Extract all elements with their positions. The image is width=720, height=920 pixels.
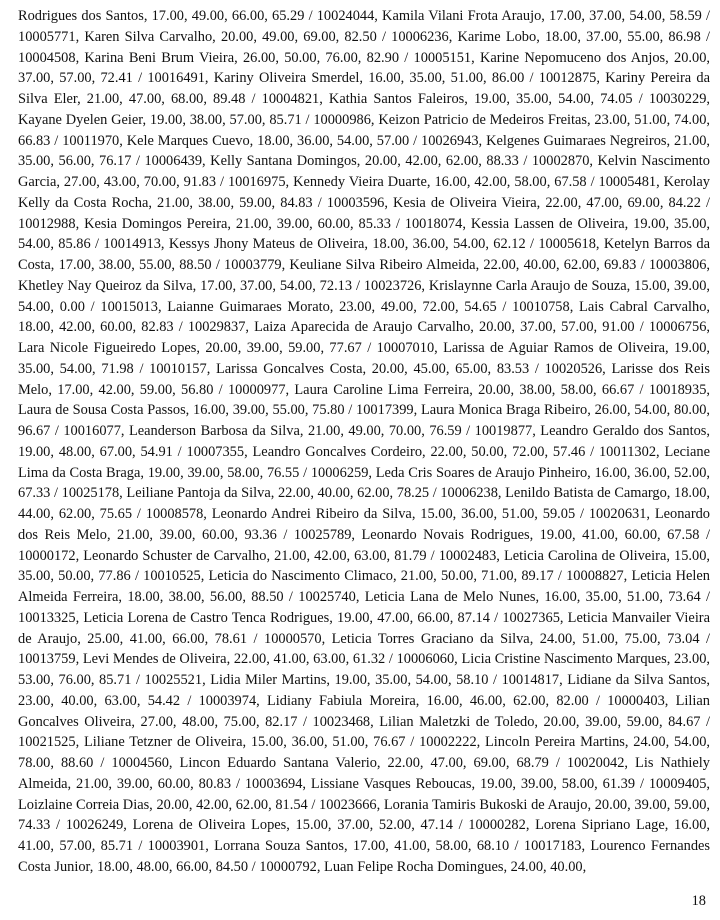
document-body-text: Rodrigues dos Santos, 17.00, 49.00, 66.00, 65.29 / 10024044, Kamila Vilani Frota Araujo, 17.00, 37.00, 54.00, 58.59 / 10005771, Karen Silva Carvalho, 20.00, 49.00, 69.00, 82.50 / 10006236, Karime Lobo, 18.00, 37.00, 55.00, 86.98 / 10004508, Karina Beni Brum Vieira, 26.00, 50.00, 76.00, 82.90 / 10005151, Karine Nepomuceno dos Anjos, 20.00, 37.00, 57.00, 72.41 / 10016491, Kariny Oliveira Smerdel, 16.00, 35.00, 51.00, 86.00 / 10012875, Kariny Pereira da Silva Eler, 21.00, 47.00, 68.00, 89.48 / 10004821, Kathia Santos Faleiros, 19.00, 35.00, 54.00, 74.05 / 10030229, Kayane Dyelen Geier, 19.00, 38.00, 57.00, 85.71 / 10000986, Keizon Patricio de Medeiros Freitas, 23.00, 51.00, 74.00, 66.83 / 10011970, Kele Marques Cuevo, 18.00, 36.00, 54.00, 57.00 / 10026943, Kelgenes Guimaraes Negreiros, 21.00, 35.00, 56.00, 76.17 / 10006439, Kelly Santana Domingos, 20.00, 42.00, 62.00, 88.33 / 10002870, Kelvin Nascimento Garcia, 27.00, 43.00, 70.00, 91.83 / 10016975, Kennedy Vieira Duarte, 16.00, 42.00, 58.00, 67.58 / 10005481, Kerolay Kelly da Costa Rocha, 21.00, 38.00, 59.00, 84.83 / 10003596, Kesia de Oliveira Vieira, 22.00, 47.00, 69.00, 84.22 / 10012988, Kesia Domingos Pereira, 21.00, 39.00, 60.00, 85.33 / 10018074, Kessia Lassen de Oliveira, 19.00, 35.00, 54.00, 85.86 / 10014913, Kessys Jhony Mateus de Oliveira, 18.00, 36.00, 54.00, 62.12 / 10005618, Ketelyn Barros da Costa, 17.00, 38.00, 55.00, 88.50 / 10003779, Keuliane Silva Ribeiro Almeida, 22.00, 40.00, 62.00, 69.83 / 10003806, Khetley Nay Queiroz da Silva, 17.00, 37.00, 54.00, 72.13 / 10023726, Krislaynne Carla Araujo de Souza, 15.00, 39.00, 54.00, 0.00 / 10015013, Laianne Guimaraes Morato, 23.00, 49.00, 72.00, 54.65 / 10010758, Lais Cabral Carvalho, 18.00, 42.00, 60.00, 82.83 / 10029837, Laiza Aparecida de Araujo Carvalho, 20.00, 37.00, 57.00, 91.00 / 10006756, Lara Nicole Figueiredo Lopes, 20.00, 39.00, 59.00, 77.67 / 10007010, Larissa de Aguiar Ramos de Oliveira, 19.00, 35.00, 54.00, 71.98 / 10010157, Larissa Goncalves Costa, 20.00, 45.00, 65.00, 83.53 / 10020526, Larisse dos Reis Melo, 17.00, 42.00, 59.00, 56.80 / 10000977, Laura Caroline Lima Ferreira, 20.00, 38.00, 58.00, 66.67 / 10018935, Laura de Sousa Costa Passos, 16.00, 39.00, 55.00, 75.80 / 10017399, Laura Monica Braga Ribeiro, 26.00, 54.00, 80.00, 96.67 / 10016077, Leanderson Barbosa da Silva, 21.00, 49.00, 70.00, 76.59 / 10019877, Leandro Geraldo dos Santos, 19.00, 48.00, 67.00, 54.91 / 10007355, Leandro Goncalves Cordeiro, 22.00, 50.00, 72.00, 57.46 / 10011302, Leciane Lima da Costa Braga, 19.00, 39.00, 58.00, 76.55 / 10006259, Leda Cris Soares de Araujo Pinheiro, 16.00, 36.00, 52.00, 67.33 / 10025178, Leiliane Pantoja da Silva, 22.00, 40.00, 62.00, 78.25 / 10006238, Lenildo Batista de Camargo, 18.00, 44.00, 62.00, 75.65 / 10008578, Leonardo Andrei Ribeiro da Silva, 15.00, 36.00, 51.00, 59.05 / 10020631, Leonardo dos Reis Melo, 21.00, 39.00, 60.00, 93.36 / 10025789, Leonardo Novais Rodrigues, 19.00, 41.00, 60.00, 67.58 / 10000172, Leonardo Schuster de Carvalho, 21.00, 42.00, 63.00, 81.79 / 10002483, Leticia Carolina de Oliveira, 15.00, 35.00, 50.00, 77.86 / 10010525, Leticia do Nascimento Climaco, 21.00, 50.00, 71.00, 89.17 / 10008827, Leticia Helen Almeida Ferreira, 18.00, 38.00, 56.00, 88.50 / 10025740, Leticia Lana de Melo Nunes, 16.00, 35.00, 51.00, 73.64 / 10013325, Leticia Lorena de Castro Tenca Rodrigues, 19.00, 47.00, 66.00, 87.14 / 10027365, Leticia Manvailer Vieira de Araujo, 25.00, 41.00, 66.00, 78.61 / 10000570, Leticia Torres Graciano da Silva, 24.00, 51.00, 75.00, 73.04 / 10013759, Levi Mendes de Oliveira, 22.00, 41.00, 63.00, 61.32 / 10006060, Licia Cristine Nascimento Marques, 23.00, 53.00, 76.00, 85.71 / 10025521, Lidia Miler Martins, 19.00, 35.00, 54.00, 58.10 / 10014817, Lidiane da Silva Santos, 23.00, 40.00, 63.00, 54.42 / 10003974, Lidiany Fabiula Moreira, 16.00, 46.00, 62.00, 82.00 / 10000403, Lilian Goncalves Oliveira, 27.00, 48.00, 75.00, 82.17 / 10023468, Lilian Maletzki de Toledo, 20.00, 39.00, 59.00, 84.67 / 10021525, Liliane Tetzner de Oliveira, 15.00, 36.00, 51.00, 76.67 / 10002222, Lincoln Pereira Martins, 24.00, 54.00, 78.00, 88.60 / 10004560, Lincon Eduardo Santana Valerio, 22.00, 47.00, 69.00, 68.79 / 10020042, Lis Nathiely Almeida, 21.00, 39.00, 60.00, 80.83 / 10003694, Lissiane Vasques Reboucas, 19.00, 39.00, 58.00, 61.39 / 10009405, Loizlaine Correia Dias, 20.00, 42.00, 62.00, 81.54 / 10023666, Lorania Tamiris Bukoski de Araujo, 20.00, 39.00, 59.00, 74.33 / 10026249, Lorena de Oliveira Lopes, 15.00, 37.00, 52.00, 47.14 / 10000282, Lorena Sipriano Lage, 16.00, 41.00, 57.00, 85.71 / 10003901, Lorrana Souza Santos, 17.00, 41.00, 58.00, 68.10 / 10017183, Lourenco Fernandes Costa Junior, 18.00, 48.00, 66.00, 84.50 / 10000792, Luan Felipe Rocha Domingues, 24.00, 40.00, (18, 8, 710, 875)
page-number: 18 (691, 893, 706, 909)
